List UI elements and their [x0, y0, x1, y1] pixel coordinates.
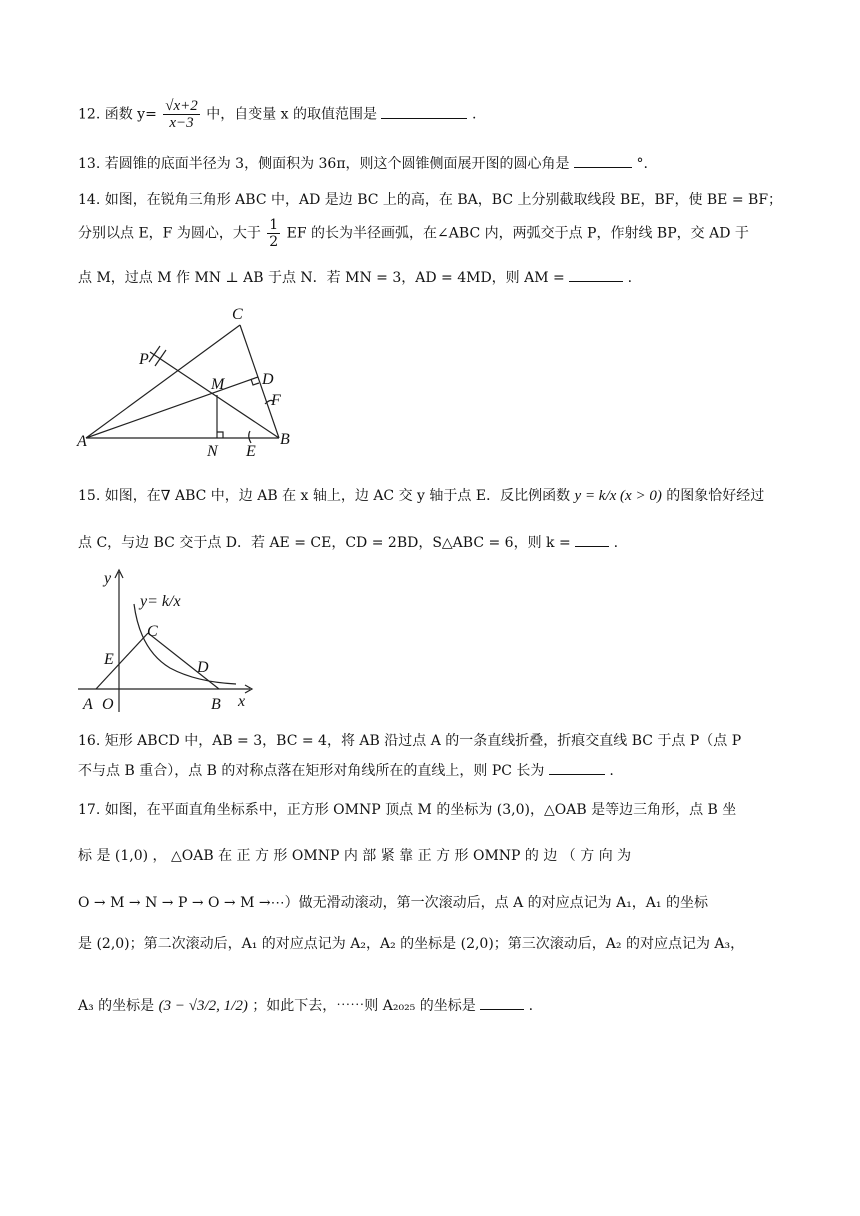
q14-half-den: 2 — [269, 234, 279, 250]
label-p: P — [139, 351, 149, 368]
q15-figure — [70, 565, 270, 715]
q12-denominator: x−3 — [169, 115, 194, 131]
q14-end: . — [627, 270, 633, 286]
q14-text-line1: 14. 如图，在锐角三角形 ABC 中，AD 是边 BC 上的高，在 BA，BC 上分别截取线段 BE，BF，使 BE = BF； — [78, 192, 783, 208]
q12-answer-blank[interactable] — [381, 104, 467, 119]
q13-answer-blank[interactable] — [574, 153, 632, 168]
hyperbola-curve — [134, 604, 236, 684]
label-d: D — [262, 371, 274, 388]
question-17-line3 — [78, 892, 798, 914]
label-m: M — [211, 376, 225, 393]
label-o: O — [102, 696, 114, 713]
q14-text-line2a: 分别以点 E，F 为圆心，大于 — [78, 225, 261, 242]
label-e: E — [246, 443, 256, 460]
q15-end: . — [613, 535, 619, 551]
q15-answer-blank[interactable] — [575, 532, 609, 547]
label-func: y= k/x — [140, 593, 181, 610]
label-x: x — [238, 693, 246, 710]
question-15-line2 — [78, 532, 798, 554]
question-17-line1 — [78, 799, 798, 821]
q15-text-line2: 点 C，与边 BC 交于点 D．若 AE = CE，CD = 2BD，S△ABC = 6，则 k = — [78, 535, 571, 551]
q13-text: 13. 若圆锥的底面半径为 3，侧面积为 36π，则这个圆锥侧面展开图的圆心角是 — [78, 156, 570, 172]
q15-triangle-symbol: ∇ — [160, 488, 171, 504]
right-angle-d — [251, 379, 259, 385]
q12-number: 12. — [78, 106, 101, 123]
q12-numerator: √x+2 — [165, 98, 198, 114]
q17-text-line4: 是 (2,0)；第二次滚动后，A₁ 的对应点记为 A₂，A₂ 的坐标是 (2,0)；第三次滚动后，A₂ 的对应点记为 A₃， — [78, 936, 745, 952]
q15-text-line1b: ABC 中，边 AB 在 x 轴上，边 AC 交 y 轴于点 E．反比例函数 — [174, 488, 571, 504]
q17-text-line5a: A₃ 的坐标是 — [78, 998, 155, 1014]
arc-mark-p2 — [155, 350, 166, 366]
q12-lead: 函数 y= — [104, 106, 157, 123]
label-n: N — [207, 443, 218, 460]
q17-text-line2: 标 是 (1,0) ， △OAB 在 正 方 形 OMNP 内 部 紧 靠 正 方 形 OMNP 的 边 （ 方 向 为 — [78, 848, 632, 864]
question-14-line3 — [78, 267, 798, 289]
question-17-line5 — [78, 995, 798, 1017]
q14-text-line2b: EF 的长为半径画弧，在∠ABC 内，两弧交于点 P，作射线 BP，交 AD 于 — [286, 225, 749, 242]
label-y: y — [104, 570, 112, 587]
question-17-line4 — [78, 933, 798, 955]
q17-text-line1: 17. 如图，在平面直角坐标系中，正方形 OMNP 顶点 M 的坐标为 (3,0)，△OAB 是等边三角形，点 B 坐 — [78, 802, 737, 818]
label-c: C — [232, 306, 243, 323]
arc-mark-p1 — [149, 346, 160, 362]
q16-text-line2: 不与点 B 重合），点 B 的对称点落在矩形对角线所在的直线上，则 PC 长为 — [78, 763, 545, 779]
q14-half-num: 1 — [269, 217, 279, 233]
arc-mark-e — [249, 431, 251, 443]
q14-text-line3: 点 M，过点 M 作 MN ⊥ AB 于点 N．若 MN = 3，AD = 4MD，则 AM = — [78, 270, 565, 286]
question-15-line1 — [78, 485, 798, 507]
q14-figure — [70, 300, 310, 465]
question-16-line2 — [78, 760, 798, 782]
q12-tail: 中，自变量 x 的取值范围是 — [206, 106, 378, 123]
label-d: D — [197, 659, 209, 676]
question-17-line2 — [78, 845, 798, 867]
label-b: B — [211, 696, 221, 713]
q12-end: . — [471, 106, 477, 123]
q14-half-fraction — [267, 217, 280, 250]
q16-text-line1: 16. 矩形 ABCD 中，AB = 3，BC = 4，将 AB 沿过点 A 的一条直线折叠，折痕交直线 BC 于点 P（点 P — [78, 733, 742, 749]
label-a: A — [77, 433, 87, 450]
label-a: A — [83, 696, 93, 713]
right-angle-n — [217, 432, 223, 438]
question-14-line2 — [78, 217, 798, 250]
question-13 — [78, 153, 798, 175]
q15-text-line1c: 的图象恰好经过 — [666, 488, 765, 504]
q17-text-line5b: ；如此下去，⋯⋯则 A₂₀₂₅ 的坐标是 — [252, 998, 476, 1014]
question-14-line1 — [78, 189, 798, 211]
q15-text-line1a: 15. 如图，在 — [78, 488, 161, 504]
q17-answer-blank[interactable] — [480, 995, 524, 1010]
q12-fraction — [163, 98, 200, 131]
label-e: E — [104, 651, 114, 668]
label-c: C — [147, 623, 158, 640]
q16-end: . — [609, 763, 614, 779]
question-12 — [78, 98, 798, 131]
ray-bp — [150, 352, 279, 438]
q16-answer-blank[interactable] — [549, 760, 605, 775]
q17-text-line3: O → M → N → P → O → M →⋯）做无滑动滚动，第一次滚动后，点 A 的对应点记为 A₁，A₁ 的坐标 — [78, 895, 708, 911]
q13-end: °. — [636, 156, 648, 172]
q17-coordinate: (3 − √3/2, 1/2) — [158, 998, 248, 1014]
q17-end: . — [528, 998, 534, 1014]
q14-answer-blank[interactable] — [569, 267, 623, 282]
q15-function: y = k/x (x > 0) — [574, 488, 662, 504]
label-b: B — [280, 431, 290, 448]
label-f: F — [271, 392, 281, 409]
question-16-line1 — [78, 730, 798, 752]
